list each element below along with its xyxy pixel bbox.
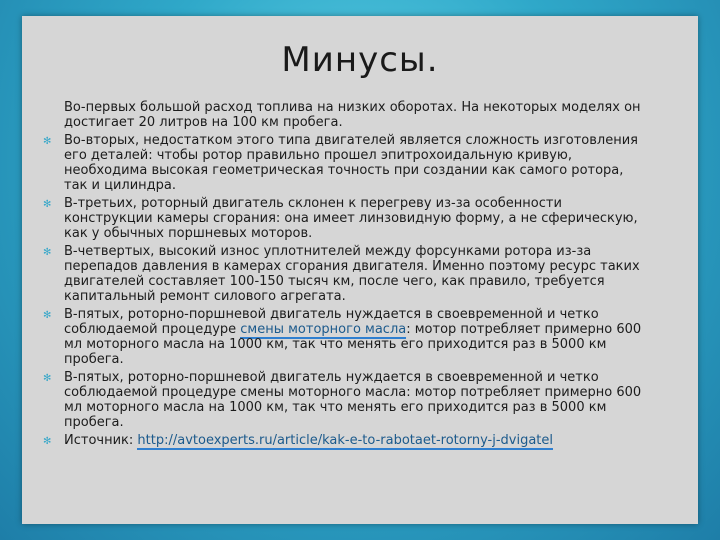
bullet-text-before: В-пятых, роторно-поршневой двигатель нуждается в своевременной и четко соблюдаемой процедуре: [64, 307, 599, 337]
bullet-text: В-четвертых, высокий износ уплотнителей между форсунками ротора из-за перепадов давления в камерах сгорания двигателя. Именно поэтому ресурс таких двигателей составляет 100-150 тысяч км, после чего, как правило, требуется капитальный ремонт силового агрегата.: [64, 244, 640, 304]
asterisk-bullet-icon: ✻: [43, 436, 52, 447]
asterisk-bullet-icon: ✻: [43, 199, 52, 210]
bullet-item-4: [40, 244, 650, 304]
asterisk-bullet-icon: ✻: [43, 310, 52, 321]
bullet-text: В-третьих, роторный двигатель склонен к перегреву из-за особенности конструкции камеры сгорания: она имеет линзовидную форму, а не сферическую, как у обычных поршневых моторов.: [64, 196, 638, 241]
source-link[interactable]: http://avtoexperts.ru/article/kak-e-to-rabotaet-rotorny-j-dvigatel: [137, 433, 554, 448]
bullet-text: В-пятых, роторно-поршневой двигатель нуждается в своевременной и четко соблюдаемой процедуре смены моторного масла: мотор потребляет примерно 600 мл моторного масла на 1000 км, так что менять его приходится раз в 5000 км пробега.: [64, 370, 642, 430]
bullet-text: Во-первых большой расход топлива на низких оборотах. На некоторых моделях он достигает 20 литров на 100 км пробега.: [64, 100, 641, 130]
bullet-text: Во-вторых, недостатком этого типа двигателей является сложность изготовления его деталей: чтобы ротор правильно прошел эпитрохоидальную кривую, необходима высокая геометрическая точность при создании как самого ротора, так и цилиндра.: [64, 133, 638, 193]
bullet-item-6: [40, 370, 650, 430]
asterisk-bullet-icon: ✻: [43, 373, 52, 384]
source-label: Источник:: [64, 433, 138, 448]
oil-change-link[interactable]: смены моторного масла: [240, 322, 407, 337]
asterisk-bullet-icon: ✻: [43, 136, 52, 147]
bullet-list: [40, 100, 650, 448]
bullet-item-2: [40, 133, 650, 193]
bullet-text-after: : мотор потребляет примерно 600 мл моторного масла на 1000 км, так что менять его приходится раз в 5000 км пробега.: [64, 322, 642, 367]
bullet-item-5: [40, 307, 650, 367]
slide-title: Минусы.: [281, 40, 439, 80]
bullet-item-source: [40, 433, 650, 448]
asterisk-bullet-icon: ✻: [43, 247, 52, 258]
bullet-item-1: [40, 100, 650, 130]
bullet-item-3: [40, 196, 650, 241]
